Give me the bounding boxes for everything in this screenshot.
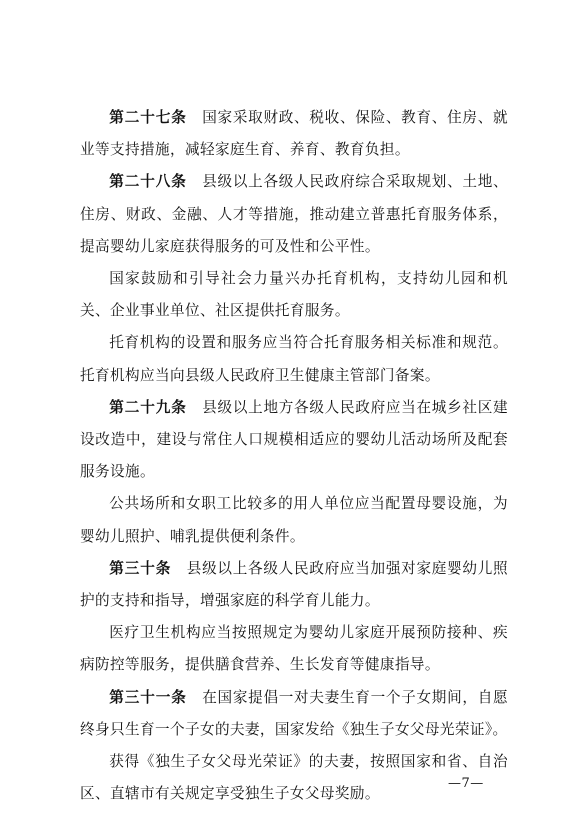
paragraph-text: 县级以上各级人民政府应当加强对家庭婴幼儿照护的支持和指导，增强家庭的科学育儿能力。 [80,559,508,610]
paragraph-text: 医疗卫生机构应当按照规定为婴幼儿家庭开展预防接种、疾病防控等服务，提供膳食营养、生长发育等健康指导。 [80,624,508,674]
article-heading: 第二十七条 [109,109,187,126]
paragraph-article-28-cont-2 [80,327,508,391]
paragraph-text: 国家采取财政、税收、保险、教育、住房、就业等支持措施，减轻家庭生育、养育、教育负担。 [80,109,508,159]
document-body [80,102,508,810]
paragraph-text: 获得《独生子女父母光荣证》的夫妻，按照国家和省、自治区、直辖市有关规定享受独生子女父母奖励。 [80,753,508,803]
paragraph-article-27 [80,102,508,166]
paragraph-article-29-cont [80,488,508,552]
article-heading: 第三十一条 [109,688,187,706]
paragraph-article-31-cont [80,746,508,810]
paragraph-text: 托育机构的设置和服务应当符合托育服务相关标准和规范。托育机构应当向县级人民政府卫生健康主管部门备案。 [80,334,508,384]
paragraph-text: 公共场所和女职工比较多的用人单位应当配置母婴设施，为婴幼儿照护、哺乳提供便利条件。 [80,495,508,545]
article-heading: 第二十八条 [109,173,187,191]
paragraph-article-28-cont-1 [80,263,508,327]
paragraph-text: 县级以上各级人民政府综合采取规划、土地、住房、财政、金融、人才等措施，推动建立普惠托育服务体系，提高婴幼儿家庭获得服务的可及性和公平性。 [80,173,508,255]
paragraph-text: 县级以上地方各级人民政府应当在城乡社区建设改造中，建设与常住人口规模相适应的婴幼儿活动场所及配套服务设施。 [80,398,508,481]
page-number: —7— [448,776,484,791]
paragraph-article-29 [80,392,508,489]
paragraph-article-30 [80,553,508,617]
paragraph-article-28 [80,166,508,263]
paragraph-article-30-cont [80,617,508,681]
article-heading: 第二十九条 [109,398,187,416]
paragraph-text: 国家鼓励和引导社会力量兴办托育机构，支持幼儿园和机关、企业事业单位、社区提供托育服务。 [80,270,508,320]
paragraph-article-31 [80,682,508,746]
article-heading: 第三十条 [109,559,172,577]
paragraph-text: 在国家提倡一对夫妻生育一个子女期间，自愿终身只生育一个子女的夫妻，国家发给《独生子女父母光荣证》。 [80,688,508,738]
